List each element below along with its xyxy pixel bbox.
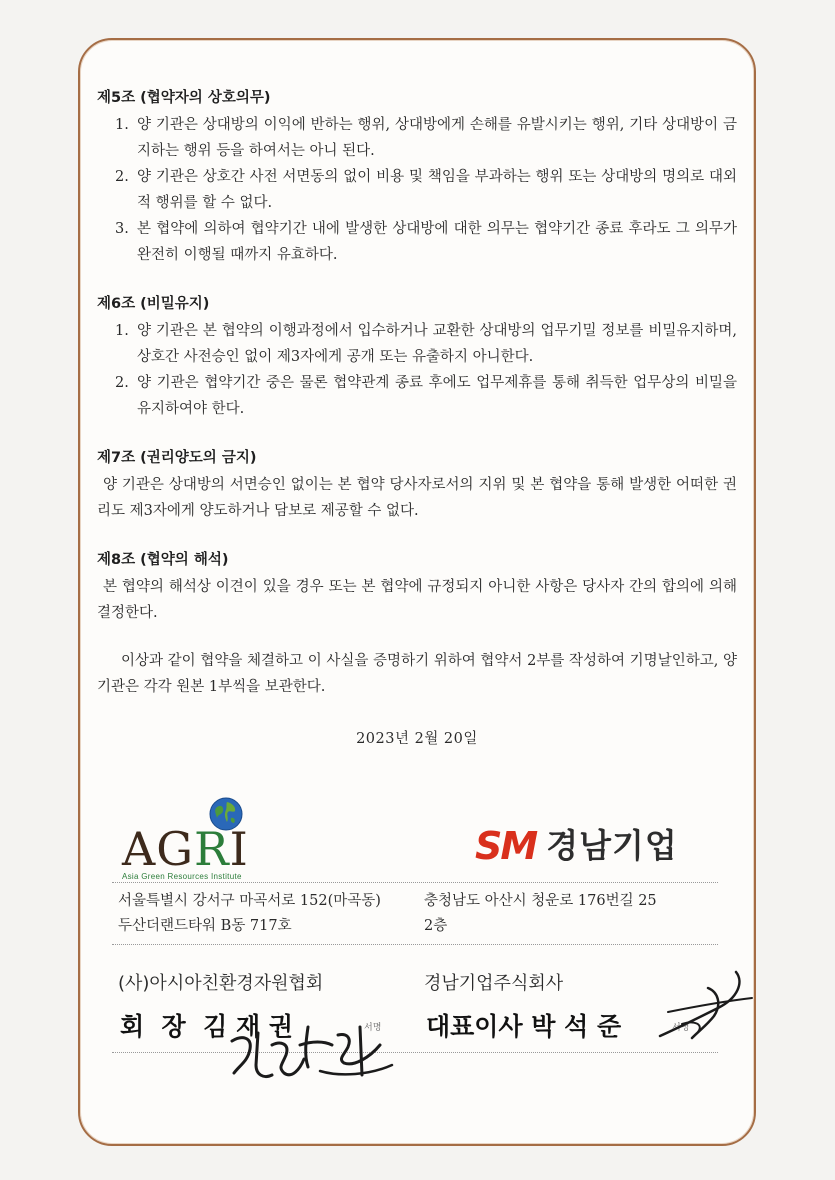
clause-item	[97, 318, 737, 370]
article-8	[97, 546, 737, 626]
left-representative: 회 장 김 재 권	[120, 1012, 293, 1041]
divider	[112, 882, 718, 883]
article-7	[97, 444, 737, 524]
right-address	[424, 889, 657, 939]
article-5	[97, 84, 737, 268]
divider	[112, 944, 718, 945]
clause-text: 양 기관은 상호간 사전 서면동의 없이 비용 및 책임을 부과하는 행위 또는 상대방의 명의로 대외적 행위를 할 수 없다.	[137, 169, 737, 211]
clause-text: 양 기관은 상대방의 이익에 반하는 행위, 상대방에게 손해를 유발시키는 행위, 기타 상대방이 금지하는 행위 등을 하여서는 아니 된다.	[137, 117, 737, 159]
party-logos	[110, 796, 730, 884]
agri-logo-r: R	[193, 822, 230, 876]
address-line: 2층	[424, 918, 448, 934]
clause-number: 2.	[115, 169, 129, 185]
left-org-name: (사)아시아친환경자원협회	[118, 973, 324, 994]
left-seal-label: 서명	[364, 1023, 382, 1033]
article-title: 제8조 (협약의 해석)	[97, 552, 229, 568]
closing-paragraph: 이상과 같이 협약을 체결하고 이 사실을 증명하기 위하여 협약서 2부를 작성하여 기명날인하고, 양 기관은 각각 원본 1부씩을 보관한다.	[97, 653, 737, 695]
address-line: 두산더랜드타워 B동 717호	[118, 918, 292, 934]
sm-logo-name: 경남기업	[546, 826, 678, 865]
right-signature	[648, 968, 758, 1048]
clause-item	[97, 216, 737, 268]
clause-number: 1.	[115, 117, 129, 133]
agri-logo-ag: AG	[122, 822, 194, 876]
article-title: 제7조 (권리양도의 금지)	[97, 450, 257, 466]
left-signature	[220, 1005, 410, 1095]
article-paragraph: 본 협약의 해석상 이견이 있을 경우 또는 본 협약에 규정되지 아니한 사항은 당사자 간의 합의에 의해 결정한다.	[97, 579, 737, 621]
clause-number: 3.	[115, 221, 129, 237]
article-title: 제5조 (협약자의 상호의무)	[97, 90, 271, 106]
left-address	[118, 889, 381, 939]
agri-logo-subtitle: Asia Green Resources Institute	[122, 872, 242, 881]
address-line: 서울특별시 강서구 마곡서로 152(마곡동)	[118, 893, 381, 909]
clause-text: 본 협약에 의하여 협약기간 내에 발생한 상대방에 대한 의무는 협약기간 종료 후라도 그 의무가 완전히 이행될 때까지 유효하다.	[137, 221, 737, 263]
signing-date: 2023년 2월 20일	[356, 731, 478, 747]
address-line: 충청남도 아산시 청운로 176번길 25	[424, 893, 657, 909]
agri-logo	[122, 822, 249, 876]
agri-logo-i: I	[229, 822, 249, 876]
sm-logo-mark: SM	[475, 824, 537, 868]
clause-text: 양 기관은 본 협약의 이행과정에서 입수하거나 교환한 상대방의 업무기밀 정보를 비밀유지하며, 상호간 사전승인 없이 제3자에게 공개 또는 유출하지 아니한다.	[137, 323, 737, 365]
clause-number: 2.	[115, 375, 129, 391]
agreement-body	[97, 84, 737, 752]
right-org-name: 경남기업주식회사	[424, 973, 564, 994]
article-paragraph: 양 기관은 상대방의 서면승인 없이는 본 협약 당사자로서의 지위 및 본 협약을 통해 발생한 어떠한 권리도 제3자에게 양도하거나 담보로 제공할 수 없다.	[97, 477, 737, 519]
clause-item	[97, 370, 737, 422]
article-title: 제6조 (비밀유지)	[97, 296, 210, 312]
clause-text: 양 기관은 협약기간 중은 물론 협약관계 종료 후에도 업무제휴를 통해 취득한 업무상의 비밀을 유지하여야 한다.	[137, 375, 737, 417]
right-seal-label: 서명	[672, 1023, 690, 1033]
divider	[112, 1052, 718, 1053]
clause-item	[97, 164, 737, 216]
clause-item	[97, 112, 737, 164]
article-6	[97, 290, 737, 422]
sm-logo	[475, 826, 678, 866]
right-representative: 대표이사 박 석 준	[426, 1012, 622, 1041]
clause-number: 1.	[115, 323, 129, 339]
